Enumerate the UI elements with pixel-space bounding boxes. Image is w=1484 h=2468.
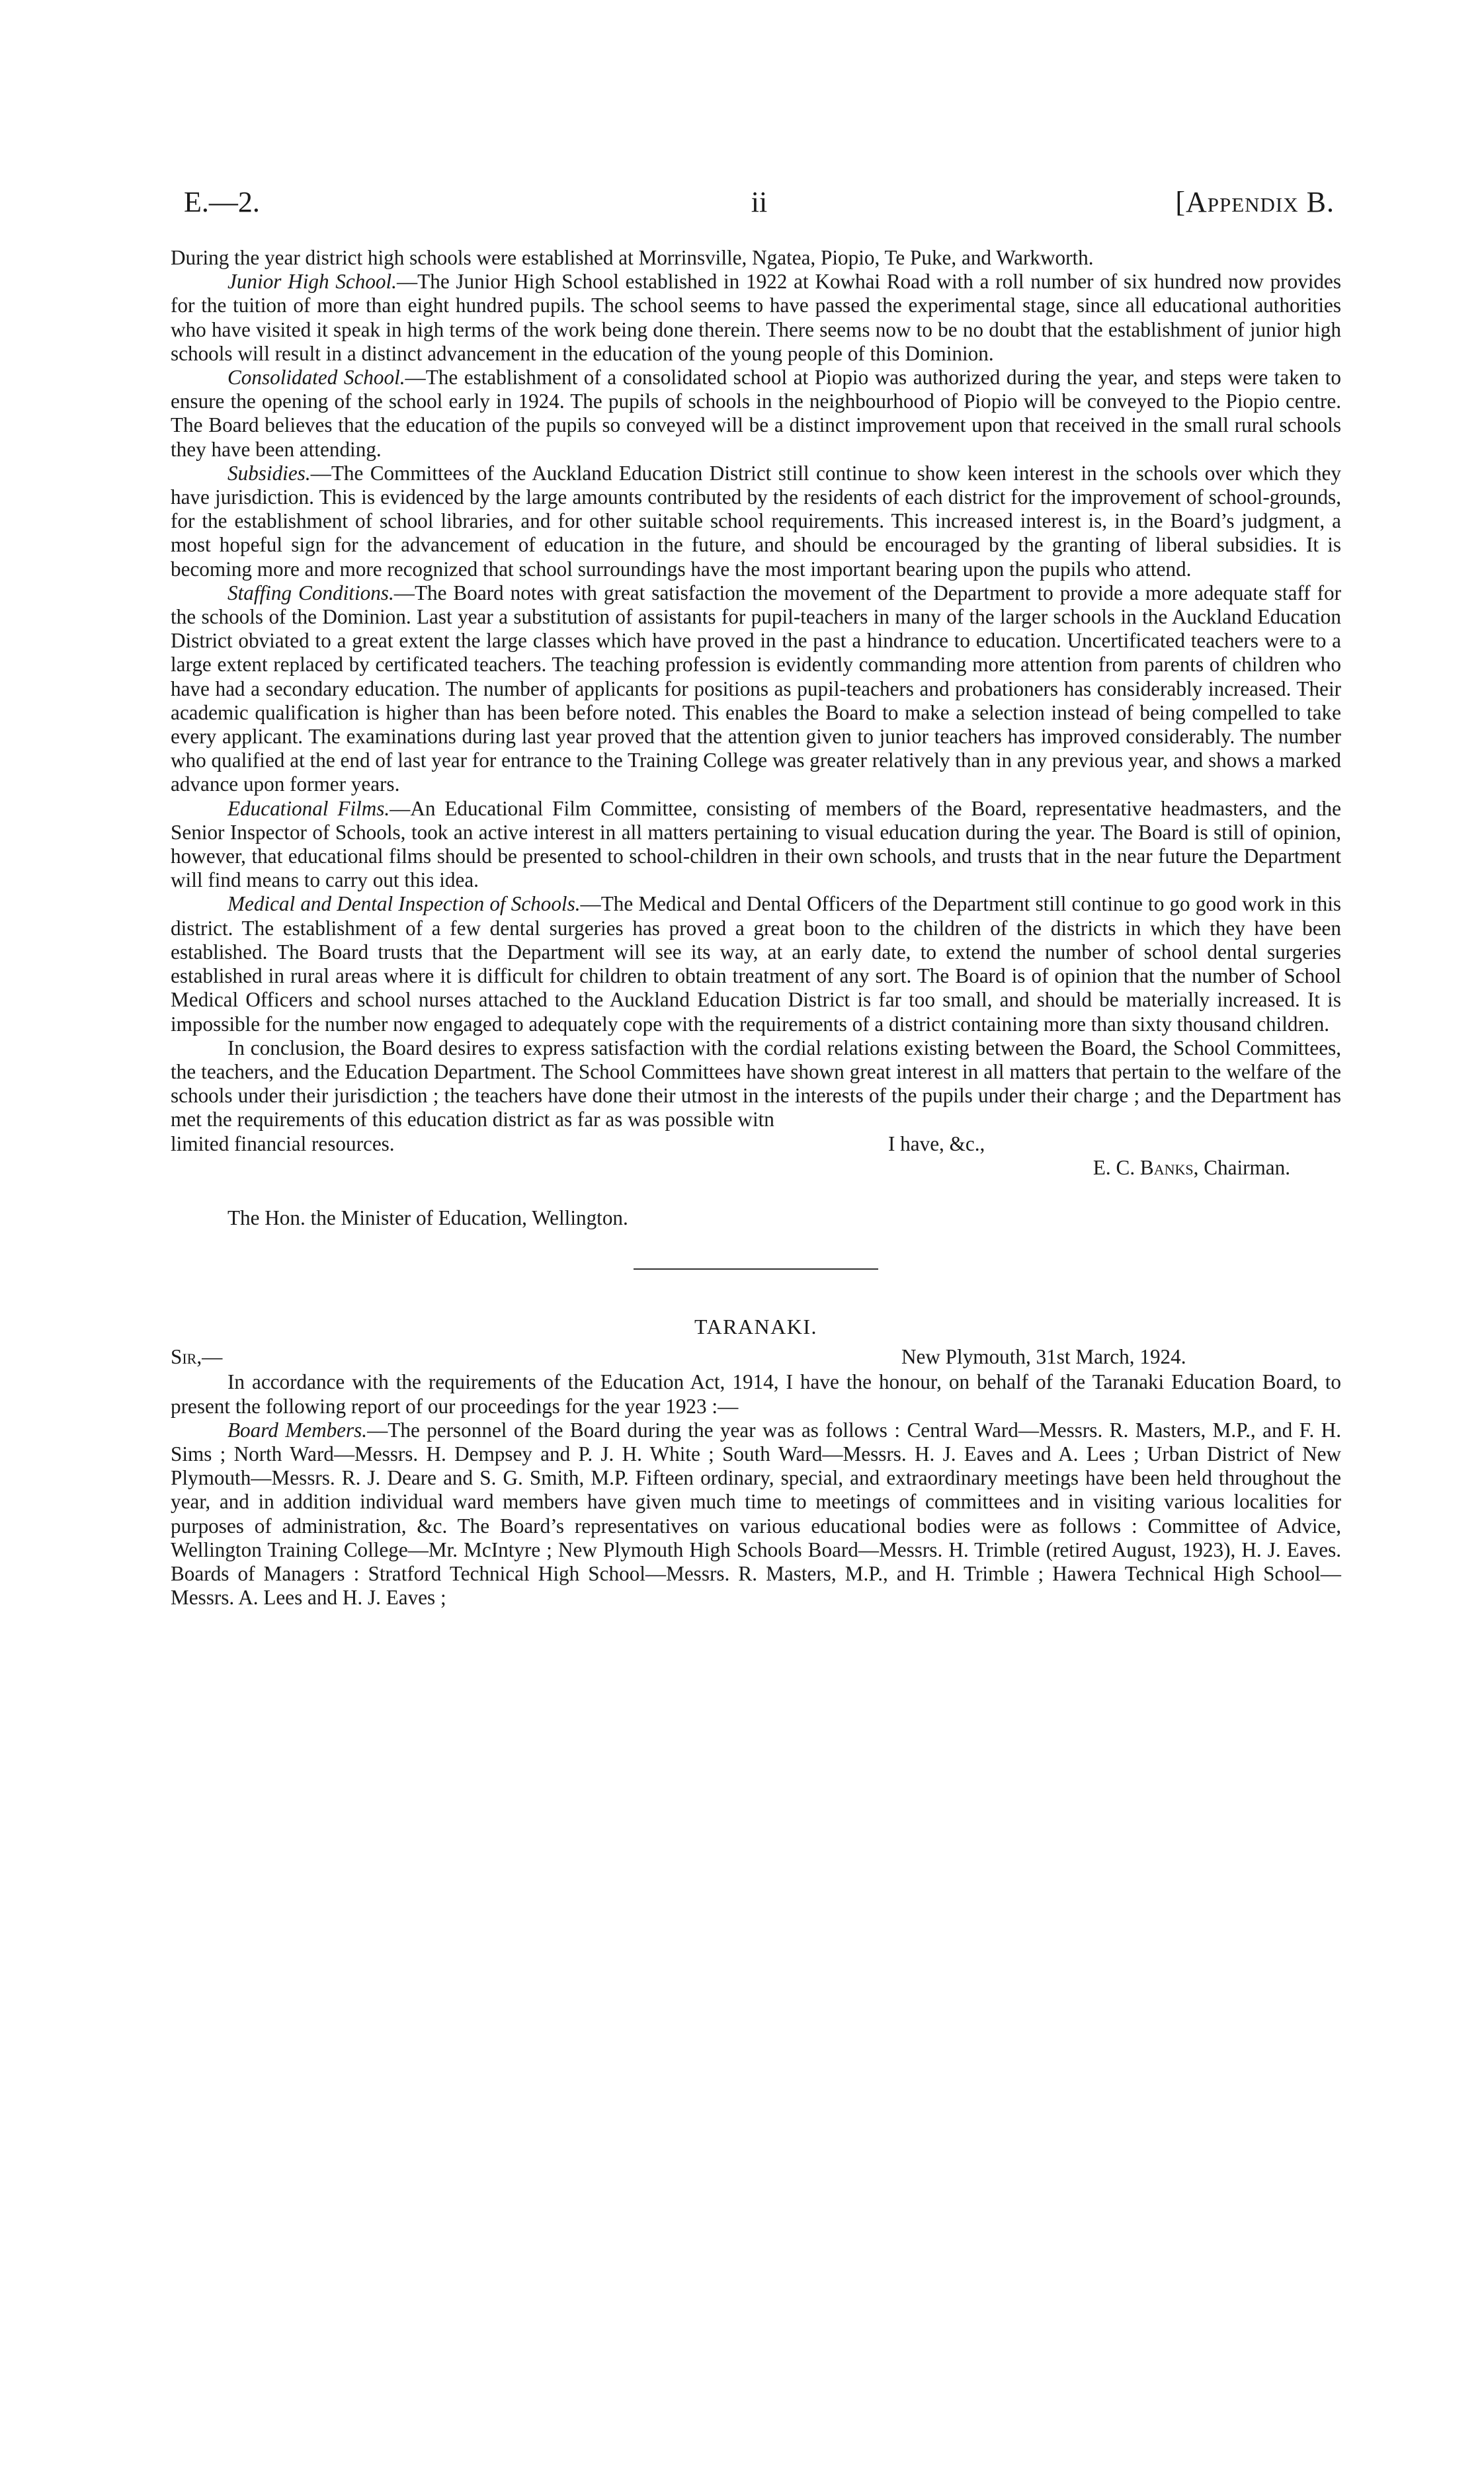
paragraph-junior-high-school [171, 270, 1341, 366]
paragraph-text: —The Junior High School established in 1922 at Kowhai Road with a roll number of six hundred now provides for the tuition of more than eight hundred pupils. The school seems to have passed the experimental stage, since all educational authorities who have visited it speak in high terms of the work being done therein. There seems now to be no doubt that the establishment of junior high schools will result in a distinct advancement in the education of the young people of this Dominion. [171, 270, 1341, 365]
paragraph-board-members [171, 1419, 1341, 1610]
signature [171, 1156, 1341, 1180]
signature-name: E. C. Banks [1092, 1155, 1194, 1179]
paragraph-subsidies [171, 462, 1341, 581]
paragraph-taranaki-intro [171, 1370, 1341, 1418]
paragraph-text: —The Board notes with great satisfaction the movement of the Department to provide a more adequate staff for the schools of the Dominion. Last year a substitution of assistants for pupil-teachers in many of the larger schools in the Auckland Education District obviated to a great extent the large classes which have proved in the past a hindrance to education. Uncertificated teachers were to a large extent replaced by certificated teachers. The teaching profession is evidently commanding more attention from parents of children who have had a secondary education. The number of applicants for positions as pupil-teachers and probationers has considerably increased. Their academic qualification is higher than has been before noted. This enables the Board to make a selection instead of being compelled to take every applicant. The examinations during last year proved that the attention given to junior teachers has improved considerably. The number who qualified at the end of last year for entrance to the Training College was greater relatively than in any previous year, and shows a marked advance upon former years. [171, 581, 1341, 796]
paragraph-staffing-conditions [171, 581, 1341, 797]
paragraph-label: Staffing Conditions. [227, 581, 394, 604]
paragraph-educational-films [171, 797, 1341, 893]
paragraph-text: —The personnel of the Board during the year was as follows : Central Ward—Messrs. R. Masters, M.P., and F. H. Sims ; North Ward—Messrs. H. Dempsey and P. J. H. White ; South Ward—Messrs. H. J. Eaves and A. Lees ; Urban District of New Plymouth—Messrs. R. J. Deare and S. G. Smith, M.P. Fifteen ordinary, special, and extraordinary meetings have been held throughout the year, and in addition individual ward members have given much time to meetings of committees and in visiting various localities for purposes of administration, &c. The Board’s representatives on various educational bodies were as follows : Committee of Advice, Wellington Training College—Mr. McIntyre ; New Plymouth High Schools Board—Messrs. H. Trimble (retired August, 1923), H. J. Eaves. Boards of Managers : Stratford Technical High School—Messrs. R. Masters, M.P., and H. Trimble ; Hawera Technical High School—Messrs. A. Lees and H. J. Eaves ; [171, 1418, 1341, 1610]
closing-line [171, 1132, 1341, 1156]
paragraph-label: Junior High School. [227, 270, 397, 294]
paragraph-conclusion [171, 1036, 1341, 1132]
paragraph-intro [171, 246, 1341, 270]
page-body [171, 246, 1341, 1610]
paragraph-label: Subsidies. [227, 461, 311, 485]
paragraph-label: Board Members. [227, 1418, 368, 1442]
place-date: New Plymouth, 31st March, 1924. [901, 1345, 1186, 1369]
paragraph-label: Consolidated School. [227, 366, 405, 390]
paragraph-text: During the year district high schools were established at Morrinsville, Ngatea, Piopio, Te Puke, and Warkworth. [171, 246, 1094, 269]
section-divider [634, 1268, 878, 1270]
paragraph-text: —The establishment of a consolidated school at Piopio was authorized during the year, and steps were taken to ensure the opening of the school early in 1924. The pupils of schools in the neighbourhood of Piopio will be conveyed to the Piopio centre. The Board believes that the education of the pupils so conveyed will be a distinct improvement upon that received in the small rural schools they have been attending. [171, 366, 1341, 461]
paragraph-text: —An Educational Film Committee, consisting of members of the Board, representative headmasters, and the Senior Inspector of Schools, took an active interest in all matters pertaining to visual education during the year. The Board is still of opinion, however, that educational films should be presented to school-children in their own schools, and trusts that in the near future the Department will find means to carry out this idea. [171, 796, 1341, 892]
page-header [184, 185, 1335, 225]
closing-valediction: I have, &c., [888, 1131, 985, 1155]
header-report-code: E.—2. [184, 186, 260, 218]
paragraph-label: Medical and Dental Inspection of Schools. [227, 892, 581, 916]
addressee: The Hon. the Minister of Education, Wellington. [227, 1206, 628, 1229]
paragraph-medical-dental [171, 892, 1341, 1036]
paragraph-text: In accordance with the requirements of the Education Act, 1914, I have the honour, on behalf of the Taranaki Education Board, to present the following report of our proceedings for the year 1923 :— [171, 1370, 1341, 1418]
paragraph-consolidated-school [171, 366, 1341, 462]
paragraph-text: —The Committees of the Auckland Education District still continue to show keen interest in the schools over which they have jurisdiction. This is evidenced by the large amounts contributed by the residents of each district for the improvement of school-grounds, for the establishment of school libraries, and for other suitable school requirements. This increased interest is, in the Board’s judgment, a most hopeful sign for the advancement of education in the future, and should be encouraged by the granting of liberal subsidies. It is becoming more and more recognized that school surroundings have the most important bearing upon the pupils who attend. [171, 461, 1341, 581]
paragraph-label: Educational Films. [227, 796, 390, 820]
closing-text: limited financial resources. [171, 1131, 395, 1155]
paragraph-text: In conclusion, the Board desires to express satisfaction with the cordial relations existing between the Board, the School Committees, the teachers, and the Education Department. The School Committees have shown great interest in all matters that pertain to the welfare of the schools under their jurisdiction ; the teachers have done their utmost in the interests of the pupils under their charge ; and the Department has met the requirements of this education district as far as was possible witn [171, 1036, 1341, 1131]
salutation: Sir,— [171, 1345, 223, 1369]
paragraph-text: —The Medical and Dental Officers of the Department still continue to go good work in this district. The establishment of a few dental surgeries has proved a great boon to the children of the districts in which they have been established. The Board trusts that the Department will see its way, at an early date, to extend the number of school dental surgeries established in rural areas where it is difficult for children to obtain treatment of any sort. The Board is of opinion that the number of School Medical Officers and school nurses attached to the Auckland Education District is far too small, and should be materially increased. It is impossible for the number now engaged to adequately cope with the requirements of a district containing more than sixty thousand children. [171, 892, 1341, 1036]
header-page-number: ii [751, 186, 768, 218]
section-title-taranaki: TARANAKI. [694, 1315, 818, 1339]
signature-title: , Chairman. [1193, 1155, 1290, 1179]
salutation-line [171, 1345, 1341, 1370]
header-appendix: [Appendix B. [1175, 186, 1335, 218]
